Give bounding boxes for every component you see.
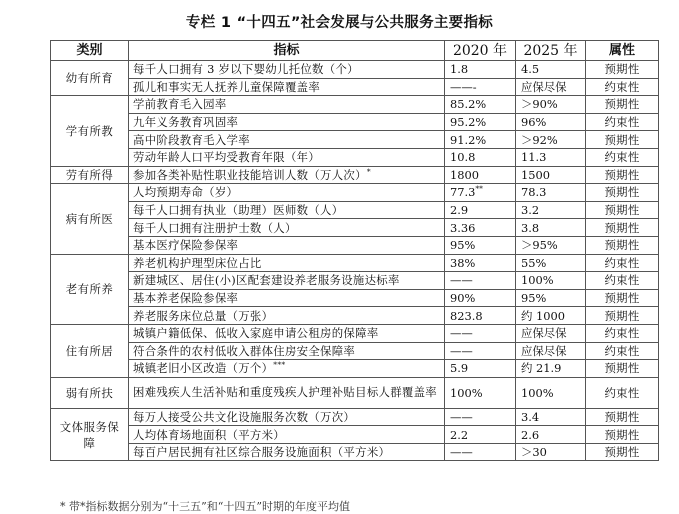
indicator-cell: 劳动年龄人口平均受教育年限（年） [129, 148, 445, 166]
indicator-cell: 每百户居民拥有社区综合服务设施面积（平方米） [129, 443, 445, 461]
indicator-cell: 学前教育毛入园率 [129, 96, 445, 114]
indicator-cell: 符合条件的农村低收入群体住房安全保障率 [129, 342, 445, 360]
value-2020-cell: —— [445, 342, 516, 360]
attribute-cell: 约束性 [586, 272, 659, 290]
value-2020-cell: 100% [445, 377, 516, 408]
value-2025-cell: 应保尽保 [516, 324, 586, 342]
value-2025-cell: 100% [516, 272, 586, 290]
value-2020-cell: —— [445, 272, 516, 290]
category-cell: 病有所医 [51, 184, 129, 254]
table-row [51, 408, 659, 426]
table-row [51, 307, 659, 325]
value-2025-cell: 4.5 [516, 61, 586, 79]
indicator-cell: 人均体育场地面积（平方米） [129, 426, 445, 444]
value-2020-cell [445, 184, 516, 202]
indicator-cell: 人均预期寿命（岁） [129, 184, 445, 202]
attribute-cell: 预期性 [586, 289, 659, 307]
value-2025-cell: 约 21.9 [516, 360, 586, 378]
table-row [51, 131, 659, 149]
value-2025-cell: 96% [516, 113, 586, 131]
attribute-cell: 约束性 [586, 342, 659, 360]
value-2025-cell: 约 1000 [516, 307, 586, 325]
header-category: 类别 [51, 41, 129, 61]
indicator-cell: 九年义务教育巩固率 [129, 113, 445, 131]
table-row [51, 324, 659, 342]
table-row [51, 254, 659, 272]
attribute-cell: 预期性 [586, 131, 659, 149]
value-text: 77.3 [450, 185, 476, 200]
value-2020-cell: 2.9 [445, 201, 516, 219]
table-row [51, 166, 659, 184]
value-2020-cell: 95.2% [445, 113, 516, 131]
attribute-cell: 预期性 [586, 408, 659, 426]
value-2020-cell: 85.2% [445, 96, 516, 114]
attribute-cell: 约束性 [586, 78, 659, 96]
attribute-cell: 预期性 [586, 201, 659, 219]
value-2025-cell: 2.6 [516, 426, 586, 444]
attribute-cell: 预期性 [586, 219, 659, 237]
attribute-cell: 约束性 [586, 113, 659, 131]
table-row [51, 148, 659, 166]
header-2025: 2025 年 [516, 41, 586, 61]
table-row [51, 289, 659, 307]
indicator-cell: 每万人接受公共文化设施服务次数（万次） [129, 408, 445, 426]
attribute-cell: 约束性 [586, 324, 659, 342]
page-title: 专栏 1 “十四五”社会发展与公共服务主要指标 [185, 15, 494, 31]
table-row [51, 377, 659, 408]
indicator-cell [129, 166, 445, 184]
value-2020-cell: —— [445, 443, 516, 461]
table-row [51, 236, 659, 254]
value-2025-cell: 1500 [516, 166, 586, 184]
value-2020-cell: —— [445, 408, 516, 426]
value-2020-cell: —— [445, 324, 516, 342]
indicator-cell: 高中阶段教育毛入学率 [129, 131, 445, 149]
value-2020-cell: ——- [445, 78, 516, 96]
indicator-cell: 养老服务床位总量（万张） [129, 307, 445, 325]
value-2020-cell: 1.8 [445, 61, 516, 79]
value-2025-cell: 78.3 [516, 184, 586, 202]
attribute-cell: 预期性 [586, 426, 659, 444]
value-2020-cell: 10.8 [445, 148, 516, 166]
table-row [51, 360, 659, 378]
indicator-cell: 基本医疗保险参保率 [129, 236, 445, 254]
table-row [51, 184, 659, 202]
value-2025-cell: ＞92% [516, 131, 586, 149]
attribute-cell: 预期性 [586, 236, 659, 254]
header-indicator: 指标 [129, 41, 445, 61]
table-row [51, 219, 659, 237]
footnote-mark: ** [475, 184, 483, 194]
table-row [51, 113, 659, 131]
category-cell: 老有所养 [51, 254, 129, 324]
category-cell: 文体服务保障 [51, 408, 129, 461]
value-2020-cell: 3.36 [445, 219, 516, 237]
value-2025-cell: 11.3 [516, 148, 586, 166]
category-cell: 住有所居 [51, 324, 129, 377]
value-2020-cell: 2.2 [445, 426, 516, 444]
indicator-cell: 基本养老保险参保率 [129, 289, 445, 307]
indicator-cell [129, 360, 445, 378]
attribute-cell: 预期性 [586, 61, 659, 79]
table-row [51, 426, 659, 444]
footnote-mark: * [366, 167, 371, 177]
value-2025-cell: ＞95% [516, 236, 586, 254]
value-2025-cell: ＞30 [516, 443, 586, 461]
value-2025-cell: 3.2 [516, 201, 586, 219]
value-2025-cell: 100% [516, 377, 586, 408]
table-row [51, 443, 659, 461]
indicator-cell: 每千人口拥有执业（助理）医师数（人） [129, 201, 445, 219]
header-attribute: 属性 [586, 41, 659, 61]
attribute-cell: 预期性 [586, 360, 659, 378]
indicator-cell: 新建城区、居住(小)区配套建设养老服务设施达标率 [129, 272, 445, 290]
indicator-cell: 每千人口拥有 3 岁以下婴幼儿托位数（个） [129, 61, 445, 79]
value-2025-cell: 3.4 [516, 408, 586, 426]
attribute-cell: 预期性 [586, 443, 659, 461]
table-row [51, 78, 659, 96]
indicator-text: 城镇老旧小区改造（万个） [133, 361, 274, 376]
value-2020-cell: 5.9 [445, 360, 516, 378]
value-2025-cell: ＞90% [516, 96, 586, 114]
value-2025-cell: 3.8 [516, 219, 586, 237]
indicator-text: 参加各类补贴性职业技能培训人数（万人次） [133, 167, 367, 182]
value-2020-cell: 823.8 [445, 307, 516, 325]
attribute-cell: 约束性 [586, 148, 659, 166]
table-row [51, 96, 659, 114]
value-2025-cell: 应保尽保 [516, 78, 586, 96]
header-2020: 2020 年 [445, 41, 516, 61]
value-2020-cell: 95% [445, 236, 516, 254]
indicator-cell: 困难残疾人生活补贴和重度残疾人护理补贴目标人群覆盖率 [129, 377, 445, 408]
category-cell: 幼有所育 [51, 61, 129, 96]
category-cell: 劳有所得 [51, 166, 129, 184]
table-row [51, 342, 659, 360]
category-cell: 弱有所扶 [51, 377, 129, 408]
footnote: * 带*指标数据分别为“十三五”和“十四五”时期的年度平均值 [60, 500, 350, 513]
value-2020-cell: 91.2% [445, 131, 516, 149]
attribute-cell: 约束性 [586, 254, 659, 272]
value-2020-cell: 90% [445, 289, 516, 307]
attribute-cell: 预期性 [586, 184, 659, 202]
attribute-cell: 约束性 [586, 377, 659, 408]
table-row [51, 272, 659, 290]
attribute-cell: 预期性 [586, 307, 659, 325]
value-2025-cell: 55% [516, 254, 586, 272]
category-cell: 学有所教 [51, 96, 129, 166]
indicator-table [50, 40, 659, 461]
table-row [51, 201, 659, 219]
value-2025-cell: 95% [516, 289, 586, 307]
value-2025-cell: 应保尽保 [516, 342, 586, 360]
value-2020-cell: 38% [445, 254, 516, 272]
attribute-cell: 预期性 [586, 166, 659, 184]
indicator-cell: 孤儿和事实无人抚养儿童保障覆盖率 [129, 78, 445, 96]
value-2020-cell: 1800 [445, 166, 516, 184]
indicator-cell: 每千人口拥有注册护士数（人） [129, 219, 445, 237]
indicator-cell: 养老机构护理型床位占比 [129, 254, 445, 272]
table-row [51, 61, 659, 79]
table-header-row [51, 41, 659, 61]
attribute-cell: 预期性 [586, 96, 659, 114]
indicator-cell: 城镇户籍低保、低收入家庭申请公租房的保障率 [129, 324, 445, 342]
footnote-mark: *** [273, 360, 286, 370]
